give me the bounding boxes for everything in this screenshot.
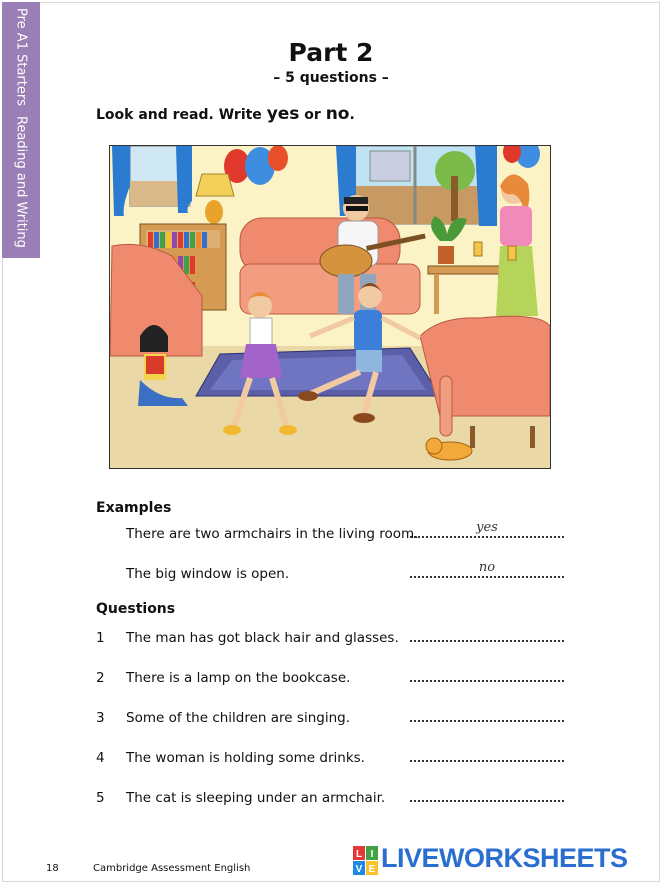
questions-heading: Questions bbox=[96, 601, 176, 617]
example-answer: no bbox=[478, 560, 496, 575]
book bbox=[146, 356, 164, 374]
question-number: 1 bbox=[96, 630, 105, 646]
instruction: Look and read. Write yes or no. bbox=[96, 104, 355, 124]
question-row bbox=[96, 790, 566, 812]
example-answer: yes bbox=[476, 520, 498, 535]
answer-input-5[interactable] bbox=[410, 800, 564, 802]
question-row bbox=[96, 750, 566, 772]
question-number: 2 bbox=[96, 670, 105, 686]
question-row bbox=[96, 710, 566, 732]
side-tab-level: Pre A1 Starters bbox=[13, 8, 29, 106]
liveworksheets-text: LIVEWORKSHEETS bbox=[381, 843, 628, 873]
svg-text:I: I bbox=[370, 849, 374, 860]
page-subtitle: – 5 questions – bbox=[273, 70, 389, 86]
instruction-yes: yes bbox=[266, 104, 300, 124]
answer-line bbox=[410, 576, 564, 578]
living-room-scene bbox=[110, 146, 550, 468]
answer-input-3[interactable] bbox=[410, 720, 564, 722]
example-row bbox=[96, 520, 566, 548]
answer-line bbox=[410, 536, 564, 538]
question-number: 5 bbox=[96, 790, 105, 806]
question-row bbox=[96, 630, 566, 652]
question-sentence: There is a lamp on the bookcase. bbox=[126, 670, 351, 686]
answer-input-4[interactable] bbox=[410, 760, 564, 762]
svg-text:V: V bbox=[355, 864, 363, 875]
answer-input-2[interactable] bbox=[410, 680, 564, 682]
side-tab-paper: Reading and Writing bbox=[13, 115, 29, 248]
example-row bbox=[96, 560, 566, 588]
guitar bbox=[320, 245, 372, 277]
page-title: Part 2 bbox=[288, 38, 374, 67]
question-number: 3 bbox=[96, 710, 105, 726]
girl-dancing bbox=[248, 294, 272, 318]
living-room-illustration bbox=[109, 145, 551, 469]
svg-text:L: L bbox=[355, 849, 363, 860]
examples-heading: Examples bbox=[96, 500, 172, 516]
drink bbox=[474, 242, 482, 256]
lamp bbox=[196, 174, 234, 196]
example-sentence: The big window is open. bbox=[126, 566, 290, 582]
instruction-no: no bbox=[325, 104, 350, 124]
answer-input-1[interactable] bbox=[410, 640, 564, 642]
side-table bbox=[428, 266, 508, 274]
question-sentence: The man has got black hair and glasses. bbox=[126, 630, 399, 646]
question-sentence: Some of the children are singing. bbox=[126, 710, 350, 726]
liveworksheets-logo[interactable] bbox=[353, 843, 653, 877]
svg-text:E: E bbox=[368, 864, 376, 875]
liveworksheets-badge-icon bbox=[353, 846, 379, 876]
question-number: 4 bbox=[96, 750, 105, 766]
example-sentence: There are two armchairs in the living room. bbox=[126, 526, 419, 542]
question-sentence: The woman is holding some drinks. bbox=[126, 750, 365, 766]
question-row bbox=[96, 670, 566, 692]
page-number: 18 bbox=[46, 863, 59, 874]
publisher: Cambridge Assessment English bbox=[93, 863, 251, 874]
question-sentence: The cat is sleeping under an armchair. bbox=[126, 790, 386, 806]
